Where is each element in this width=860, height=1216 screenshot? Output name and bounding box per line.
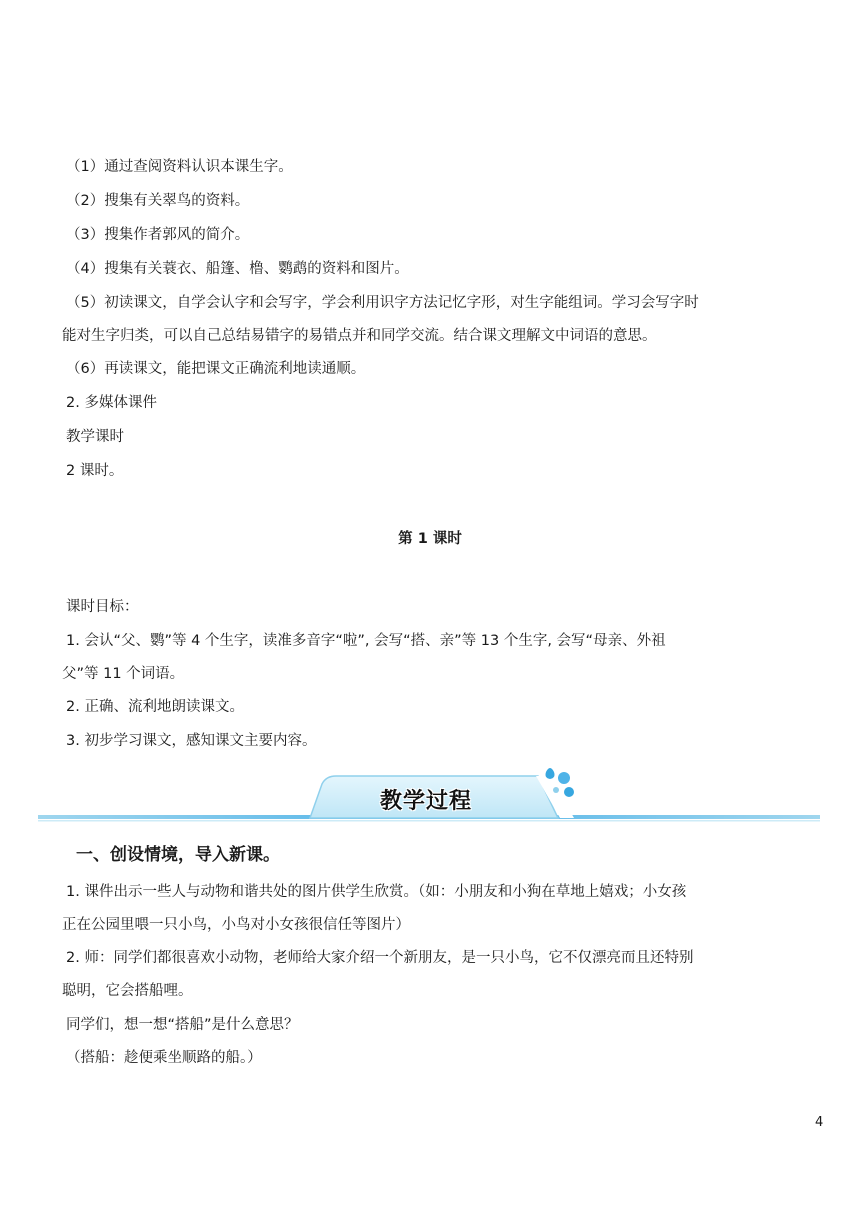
period-label: 教学课时: [66, 429, 124, 445]
page-number: 4: [815, 1115, 824, 1130]
prep-item-5-cont: 能对生字归类，可以自己总结易错字的易错点并和同学交流。结合课文理解文中词语的意思。: [62, 328, 657, 344]
goal-2: 2. 正确、流利地朗读课文。: [66, 699, 244, 715]
process-question: 同学们，想一想“搭船”是什么意思？: [66, 1017, 299, 1033]
prep-item-4: （4）搜集有关蓑衣、船篷、橹、鹦鹉的资料和图片。: [66, 261, 409, 277]
goal-1-cont: 父”等 11 个词语。: [62, 666, 185, 682]
goals-label: 课时目标：: [66, 599, 139, 615]
process-p2: 2. 师：同学们都很喜欢小动物，老师给大家介绍一个新朋友，是一只小鸟，它不仅漂亮而且还特别: [66, 950, 694, 966]
period-value: 2 课时。: [66, 463, 124, 479]
prep-item-5: （5）初读课文，自学会认字和会写字，学会利用识字方法记忆字形，对生字能组词。学习会写字时: [66, 295, 699, 311]
prep-item-2: （2）搜集有关翠鸟的资料。: [66, 193, 250, 209]
prep-item-3: （3）搜集作者郭风的简介。: [66, 227, 250, 243]
process-p1: 1. 课件出示一些人与动物和谐共处的图片供学生欣赏。（如：小朋友和小狗在草地上嬉戏；小女孩: [66, 884, 687, 900]
goal-3: 3. 初步学习课文，感知课文主要内容。: [66, 733, 317, 749]
process-heading: 一、创设情境，导入新课。: [76, 845, 280, 865]
lesson-title: 第 1 课时: [398, 531, 462, 547]
process-p1-cont: 正在公园里喂一只小鸟，小鸟对小女孩很信任等图片）: [62, 917, 410, 933]
prep-media: 2. 多媒体课件: [66, 395, 157, 411]
process-answer: （搭船：趁便乘坐顺路的船。）: [66, 1050, 262, 1066]
prep-item-6: （6）再读课文，能把课文正确流利地读通顺。: [66, 361, 366, 377]
prep-item-1: （1）通过查阅资料认识本课生字。: [66, 159, 293, 175]
goal-1: 1. 会认“父、鹦”等 4 个生字，读准多音字“啦”, 会写“搭、亲”等 13 个生字, 会写“母亲、外祖: [66, 633, 666, 649]
banner-title: 教学过程: [379, 789, 472, 814]
process-p2-cont: 聪明，它会搭船哩。: [62, 983, 193, 999]
